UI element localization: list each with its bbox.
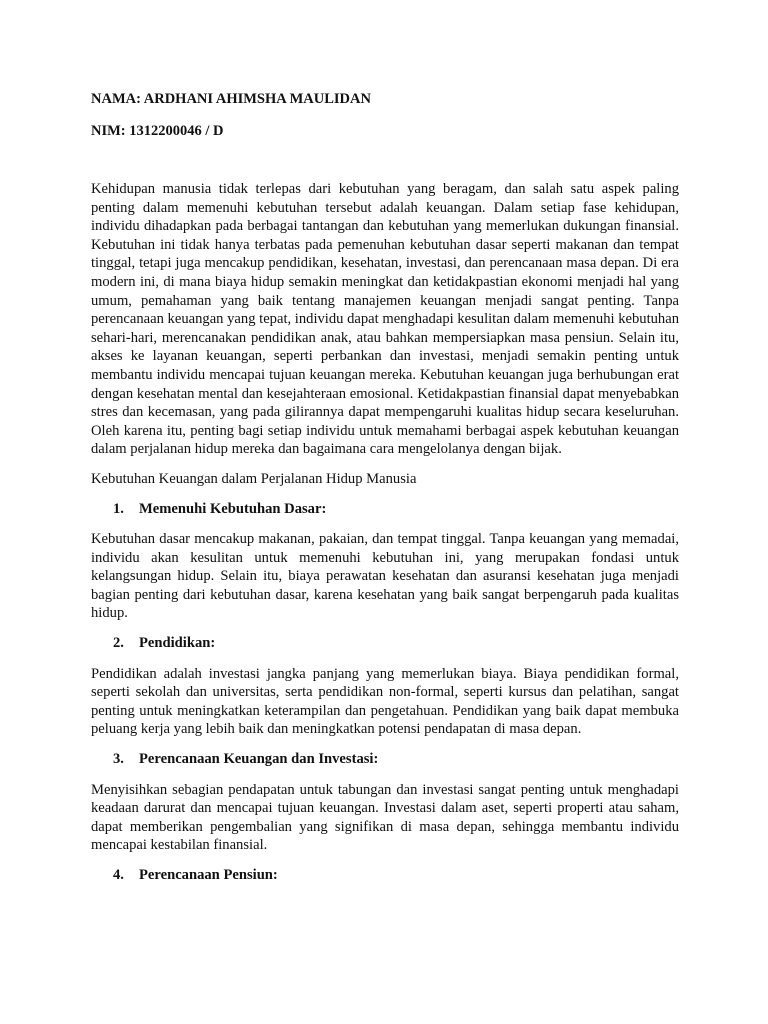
list-item-body-2: Pendidikan adalah investasi jangka panjang yang memerlukan biaya. Biaya pendidikan formal, seperti sekolah dan universitas, serta pendidikan non-formal, seperti kursus dan pelatihan, sangat penting untuk meningkatkan keterampilan dan pengetahuan. Pendidikan yang baik dapat membuka peluang kerja yang lebih baik dan meningkatkan potensi pendapatan di masa depan.: [91, 665, 679, 738]
list-item-number: 2.: [113, 635, 124, 652]
list-item-title: Pendidikan:: [139, 635, 216, 652]
list-item-number: 4.: [113, 867, 124, 883]
list-item-title: Perencanaan Pensiun:: [139, 867, 278, 883]
list-item-heading-3: [91, 750, 679, 769]
list-item-heading-4: [91, 866, 679, 885]
document-page: [91, 90, 679, 885]
list-item-title: Memenuhi Kebutuhan Dasar:: [139, 500, 327, 517]
list-item-number: 1.: [113, 500, 124, 517]
list-item-heading-1: [91, 500, 679, 519]
list-item-body-1: Kebutuhan dasar mencakup makanan, pakaian, dan tempat tinggal. Tanpa keuangan yang memadai, individu akan kesulitan untuk memenuhi kebutuhan ini, yang merupakan fondasi untuk kelangsungan hidup. Selain itu, biaya perawatan kesehatan dan asuransi kesehatan juga menjadi bagian penting dari kebutuhan dasar, karena kesehatan yang baik sangat berpengaruh pada kualitas hidup.: [91, 531, 679, 622]
list-item-title: Perencanaan Keuangan dan Investasi:: [139, 751, 379, 768]
student-name-line: NAMA: ARDHANI AHIMSHA MAULIDAN: [91, 91, 371, 107]
intro-paragraph: Kehidupan manusia tidak terlepas dari kebutuhan yang beragam, dan salah satu aspek paling penting dalam memenuhi kebutuhan tersebut adalah keuangan. Dalam setiap fase kehidupan, individu dihadapkan pada berbagai tantangan dan kebutuhan yang memerlukan dukungan finansial. Kebutuhan ini tidak hanya terbatas pada pemenuhan kebutuhan dasar seperti makanan dan tempat tinggal, tetapi juga mencakup pendidikan, kesehatan, investasi, dan perencanaan masa depan. Di era modern ini, di mana biaya hidup semakin meningkat dan ketidakpastian ekonomi menjadi hal yang umum, pemahaman yang baik tentang manajemen keuangan menjadi sangat penting. Tanpa perencanaan keuangan yang tepat, individu dapat menghadapi kesulitan dalam memenuhi kebutuhan sehari-hari, merencanakan pendidikan anak, atau bahkan mempersiapkan masa pensiun. Selain itu, akses ke layanan keuangan, seperti perbankan dan investasi, menjadi semakin penting untuk membantu individu mencapai tujuan keuangan mereka. Kebutuhan keuangan juga berhubungan erat dengan kesehatan mental dan kesejahteraan emosional. Ketidakpastian finansial dapat menyebabkan stres dan kecemasan, yang pada gilirannya dapat mempengaruhi kualitas hidup secara keseluruhan. Oleh karena itu, penting bagi setiap individu untuk memahami berbagai aspek kebutuhan keuangan dalam perjalanan hidup mereka dan bagaimana cara mengelolanya dengan bijak.: [91, 181, 680, 458]
student-nim-line: NIM: 1312200046 / D: [91, 123, 224, 139]
section-heading: Kebutuhan Keuangan dalam Perjalanan Hidup Manusia: [91, 470, 417, 487]
list-item-heading-2: [91, 634, 679, 653]
list-item-body-3: Menyisihkan sebagian pendapatan untuk tabungan dan investasi sangat penting untuk menghadapi keadaan darurat dan mencapai tujuan keuangan. Investasi dalam aset, seperti properti atau saham, dapat memberikan pengembalian yang signifikan di masa depan, sehingga membantu individu mencapai kestabilan finansial.: [91, 781, 679, 854]
list-item-number: 3.: [113, 751, 124, 768]
